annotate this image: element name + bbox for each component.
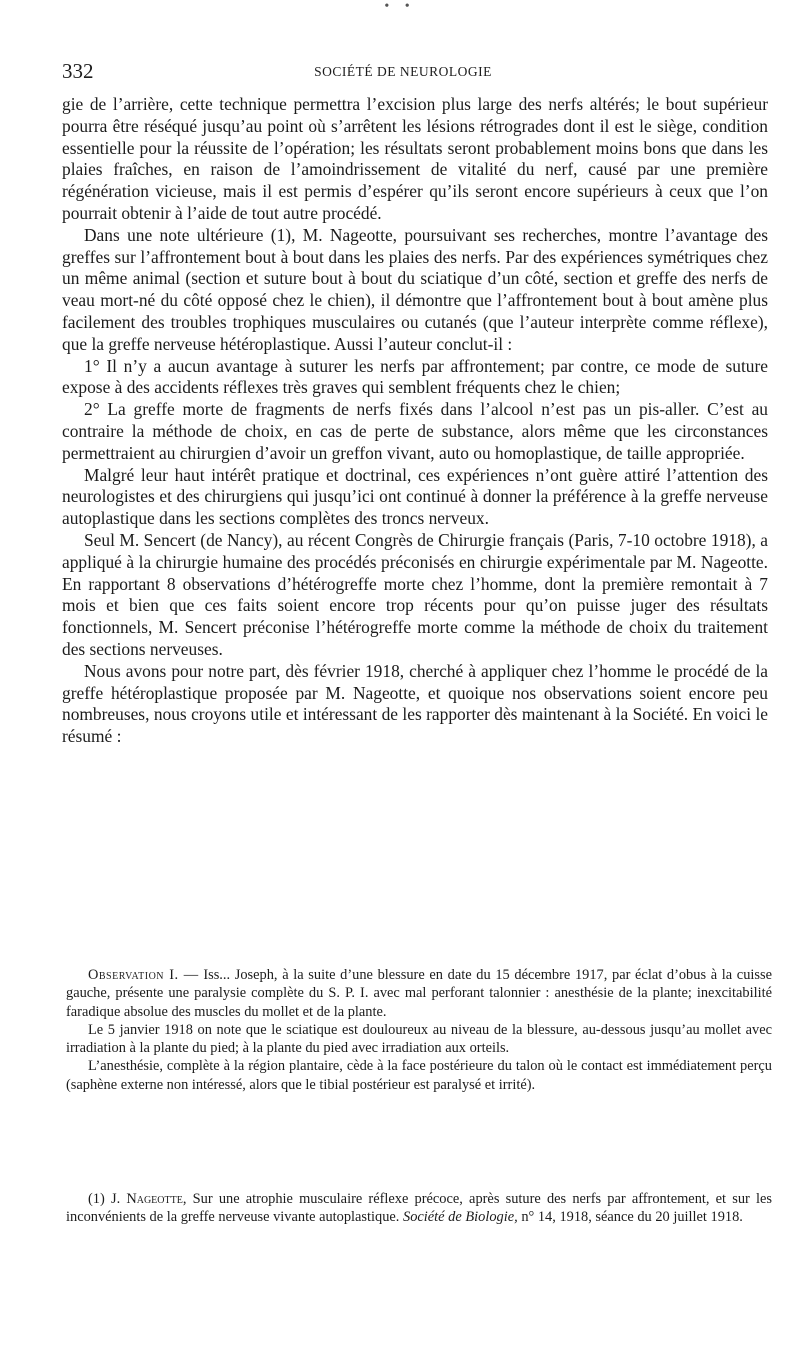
observation-paragraph	[66, 966, 772, 1021]
body-paragraph: 1° Il n’y a aucun avantage à suturer les nerfs par affrontement; par contre, ce mode de suture expose à des accidents réflexes très graves qui semblent fréquents chez le chien;	[62, 355, 768, 398]
top-dots: • •	[384, 0, 416, 14]
body-paragraph: Nous avons pour notre part, dès février 1918, cherché à appliquer chez l’homme le procédé de la greffe hétéroplastique proposée par M. Nageotte, et quoique nos observations soient encore peu nombreuses, nous croyons utile et intéressant de les rapporter dès maintenant à la Société. En voici le résumé :	[62, 660, 768, 747]
observation-paragraph: Le 5 janvier 1918 on note que le sciatique est douloureux au niveau de la blessure, au-dessous jusqu’au mollet avec irradiation à la plante du pied; à la plante du pied avec irradiation aux orteils.	[66, 1021, 772, 1057]
body-paragraph: Seul M. Sencert (de Nancy), au récent Congrès de Chirurgie français (Paris, 7-10 octobre 1918), a appliqué à la chirurgie humaine des procédés préconisés en chirurgie expérimentale par M. Nageotte. En rapportant 8 observations d’hétérogreffe morte chez l’homme, dont la première remontait à 7 mois et bien que ces faits soient encore trop récents pour qu’on puisse juger des résultats fonctionnels, M. Sencert préconise l’hétérogreffe morte comme la méthode de choix du traitement des sections nerveuses.	[62, 529, 768, 659]
footnote-marker: (1)	[88, 1191, 105, 1207]
running-title: SOCIÉTÉ DE NEUROLOGIE	[314, 64, 492, 79]
body-paragraph: Dans une note ultérieure (1), M. Nageotte, poursuivant ses recherches, montre l’avantage des greffes sur l’affrontement bout à bout dans les plaies des nerfs. Par des expériences symétriques chez un même animal (section et suture bout à bout du sciatique d’un côté, section et greffe des nerfs de veau mort-né du côté opposé chez le chien), il démontre que l’affrontement bout à bout amène plus facilement des troubles trophiques musculaires ou cutanés (que l’auteur interprète comme réflexe), que la greffe nerveuse hétéroplastique. Aussi l’auteur conclut-il :	[62, 224, 768, 354]
footnote-paragraph	[66, 1190, 772, 1226]
observation-paragraph: L’anesthésie, complète à la région plantaire, cède à la face postérieure du talon où le contact est immédiatement perçu (saphène externe non intéressé, alors que le tibial postérieur est paralysé et irrité).	[66, 1058, 772, 1093]
body-paragraph: Malgré leur haut intérêt pratique et doctrinal, ces expériences n’ont guère attiré l’attention des neurologistes et des chirurgiens qui jusqu’ici ont continué à donner la préférence à la greffe nerveuse autoplastique dans les sections complètes des troncs nerveux.	[62, 464, 768, 529]
observation-label: Observation I. —	[88, 967, 199, 983]
observation-block	[66, 966, 772, 1094]
footnote	[66, 1190, 772, 1226]
footnote-text: Sur une atrophie musculaire réflexe précoce, après suture des nerfs par affrontement, et sur les inconvénients de la greffe nerveuse vivante autoplastique.	[66, 1191, 772, 1225]
footnote-details: n° 14, 1918, séance du 20 juillet 1918.	[521, 1209, 743, 1225]
footnote-author: J. Nageotte,	[110, 1191, 187, 1207]
body-paragraph: 2° La greffe morte de fragments de nerfs fixés dans l’alcool n’est pas un pis-aller. C’est au contraire la méthode de choix, en cas de perte de substance, alors même que les circonstances permettraient au chirurgien d’avoir un greffon vivant, auto ou homoplastique, de taille appropriée.	[62, 399, 768, 463]
observation-text: Iss... Joseph, à la suite d’une blessure en date du 15 décembre 1917, par éclat d’obus à la cuisse gauche, présente une paralysie complète du S. P. I. avec mal perforant talonnier : anesthésie de la plante; inexcitabilité faradique absolue des muscles du mollet et de la plante.	[66, 967, 772, 1020]
body-text	[62, 94, 768, 748]
footnote-journal: Société de Biologie,	[403, 1209, 518, 1225]
body-paragraph: gie de l’arrière, cette technique permettra l’excision plus large des nerfs altérés; le bout supérieur pourra être réséqué jusqu’au point où s’arrêtent les lésions rétrogrades dont il est le siège, condition essentielle pour la réussite de l’opération; les résultats seront probablement moins bons que dans les plaies fraîches, en raison de l’amoindrissement de vitalité du nerf, causé par une première régénération vicieuse, mais il est permis d’espérer qu’ils seront encore supérieurs à ceux que l’on pourrait obtenir à l’aide de tout autre procédé.	[62, 94, 768, 223]
page-header	[62, 58, 744, 84]
page-number: 332	[62, 59, 94, 83]
